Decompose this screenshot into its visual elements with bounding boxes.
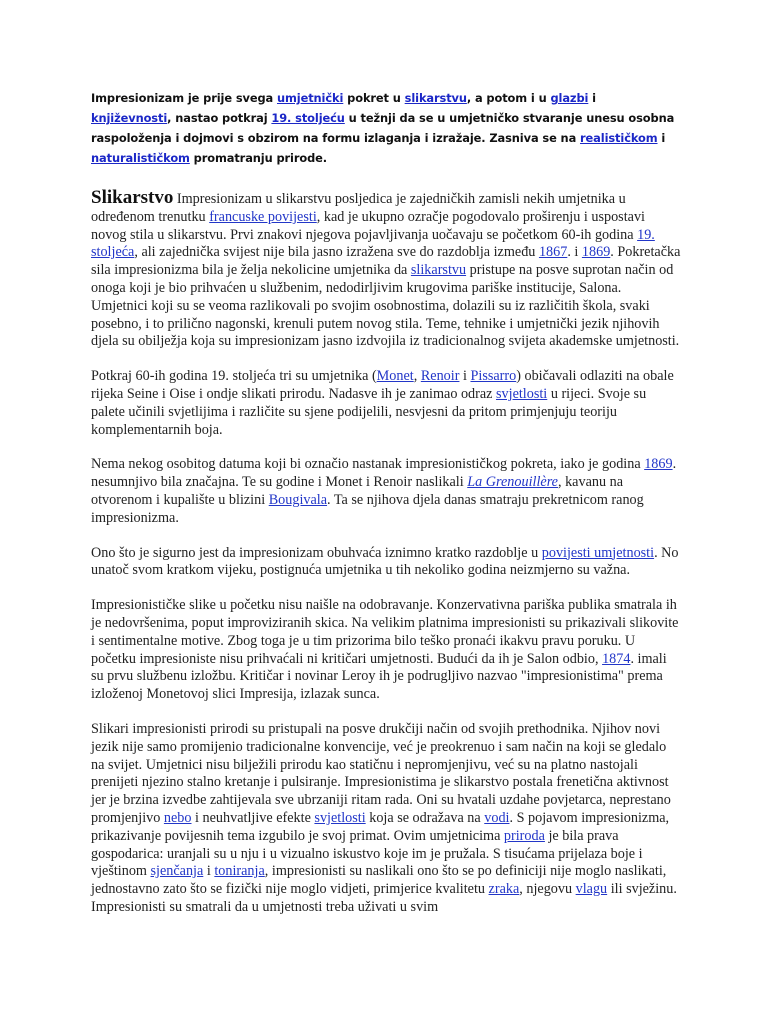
link-1874[interactable]: 1874: [602, 650, 631, 667]
paragraph-odobravanje: [91, 597, 681, 704]
paragraph-text: Nema nekog osobitog datuma koji bi označio nastanak impresionističkog pokreta, iako je godina: [91, 456, 645, 473]
link-monet[interactable]: Monet: [376, 368, 414, 385]
paragraph-kratko-razdoblje: [91, 545, 681, 581]
paragraph-text: , kavanu na otvorenom i kupalište u blizini: [91, 474, 623, 508]
link-svjetlosti[interactable]: svjetlosti: [496, 385, 548, 402]
link-19-stoljeca[interactable]: 19. stoljeća: [91, 226, 655, 261]
intro-text: promatranju prirode.: [189, 151, 327, 165]
link-1867[interactable]: 1867: [538, 244, 568, 261]
link-1869[interactable]: 1869: [644, 456, 673, 473]
paragraph-text: Impresionizam u slikarstvu posljedica je zajedničkih zamisli nekih umjetnika u određenom trenutku: [91, 191, 626, 225]
paragraph-priroda: [91, 721, 681, 917]
intro-text: i: [657, 131, 666, 145]
paragraph-text: ,: [413, 368, 421, 385]
link-povijesti-umjetnosti[interactable]: povijesti umjetnosti: [541, 544, 655, 561]
link-slikarstvu[interactable]: slikarstvu: [404, 91, 467, 105]
paragraph-text: i: [203, 863, 215, 880]
article-body: [91, 189, 681, 934]
paragraph-text: Slikari impresionisti prirodi su pristupali na posve drukčiji način od svojih prethodnika. Njihov novi jezik nije samo promijenio tradicionalne konvencije, već je preokrenuo i sam način na koji se gledalo na svijet. Umjetnici nisu bilježili prirodu kao statičnu i nepromjenjivu, već su na platno nastojali prenijeti njezino stalno kretanje i pulsiranje. Impresionistima je slikarstvo postala frenetična aktivnost jer je brzina izvedbe zahtijevala sve ubrzaniji ritam rada. Oni su hvatali uzdahe povjetarca, neprestano promjenjivo: [91, 720, 671, 826]
link-slikarstvu[interactable]: slikarstvu: [410, 262, 467, 279]
section-heading: Slikarstvo: [91, 187, 174, 208]
paragraph-monet-renoir-pissarro: [91, 368, 681, 439]
link-priroda[interactable]: priroda: [503, 827, 545, 844]
link-knjizevnosti[interactable]: književnosti: [91, 111, 168, 125]
link-nebo[interactable]: nebo: [163, 809, 192, 826]
link-umjetnicki[interactable]: umjetnički: [276, 91, 344, 105]
paragraph-text: . No unatoč svom kratkom vijeku, postignuća umjetnika u tih nekoliko godina neizmjerno su važna.: [91, 544, 679, 579]
link-zraka[interactable]: zraka: [488, 881, 520, 898]
paragraph-text: . Ta se njihova djela danas smatraju prekretnicom ranog impresionizma.: [91, 491, 644, 526]
paragraph-text: ili svježinu. Impresionisti su smatrali da u umjetnosti treba uživati u svim: [91, 881, 677, 915]
link-vlagu[interactable]: vlagu: [575, 881, 608, 898]
intro-text: i: [588, 91, 596, 105]
link-bougivala[interactable]: Bougivala: [268, 491, 328, 508]
link-realistickom[interactable]: realističkom: [580, 131, 658, 145]
paragraph-text: . i: [567, 244, 582, 261]
paragraph-text: je bila prava gospodarica: uranjali su u nju i u vizualno iskustvo koje im je pružala. S tisućama prijelaza boje i vještinom: [91, 827, 643, 880]
link-la-grenouillere[interactable]: La Grenouillère: [467, 474, 558, 491]
paragraph-text: Potkraj 60-ih godina 19. stoljeća tri su umjetnika (: [91, 368, 377, 385]
paragraph-1869: [91, 456, 681, 527]
paragraph-text: , njegovu: [519, 881, 576, 898]
link-1869[interactable]: 1869: [581, 244, 611, 261]
paragraph-text: ) običavali odlaziti na obale rijeka Seine i Oise i ondje slikati prirodu. Nadasve ih je zanimao odraz: [91, 368, 674, 402]
link-toniranja[interactable]: toniranja: [214, 863, 265, 880]
intro-text: u težnji da se u umjetničko stvaranje unesu osobna raspoloženja i dojmovi s obzirom na formu izlaganja i izražaje. Zasniva se na: [91, 111, 675, 145]
paragraph-text: Ono što je sigurno jest da impresionizam obuhvaća iznimno kratko razdoblje u: [91, 544, 542, 561]
paragraph-text: , ali zajednička svijest nije bila jasno izražena sve do razdoblja između: [134, 244, 539, 261]
paragraph-text: i: [459, 368, 471, 385]
link-naturalistickom[interactable]: naturalističkom: [91, 151, 190, 165]
paragraph-text: i neuhvatljive efekte: [191, 809, 315, 826]
intro-text: , a potom i u: [466, 91, 551, 105]
link-francuske-povijesti[interactable]: francuske povijesti: [209, 208, 317, 225]
paragraph-slikarstvo: [91, 189, 681, 351]
paragraph-text: . Pokretačka sila impresionizma bila je želja nekolicine umjetnika da: [91, 244, 681, 279]
paragraph-text: , impresionisti su naslikali ono što se po definiciji nije moglo naslikati, jednostavno zato što se fizički nije moglo vidjeti, primjerice kvalitetu: [91, 863, 667, 898]
intro-text: Impresionizam je prije svega: [91, 91, 277, 105]
paragraph-text: u rijeci. Svoje su palete učinili svjetlijima i različite su sjene podijelili, nesvjesni da pritom primjenjuju teoriju komplementarnih boja.: [91, 385, 647, 438]
paragraph-text: pristupe na posve suprotan način od onoga koji je bio prihvaćen u službenim, nedodirljivim krugovima pariške institucije, Salona. Umjetnici koji su se veoma razlikovali po svojim osobnostima, dolazili su iz različitih škola, svaki posebno, i to prilično nagonski, krenuli putem novog stila. Teme, tehnike i umjetnički jezik njihovih djela su obilježja koja su impresionizam jasno izdvojila iz tradicionalnog svijeta akademske umjetnosti.: [91, 262, 680, 350]
link-vodi[interactable]: vodi: [484, 809, 510, 826]
paragraph-text: Impresionističke slike u početku nisu naišle na odobravanje. Konzervativna pariška publika smatrala ih je nedovršenima, poput improviziranih skica. Na velikim platnima impresionisti su prikazivali slikovite i sentimentalne motive. Zbog toga je u tim prizorima bilo teško pronaći ikakvu pravu poruku. U početku impresioniste nisu prihvaćali ni kritičari umjetnosti. Budući da ih je Salon odbio,: [91, 597, 679, 667]
link-svjetlosti[interactable]: svjetlosti: [314, 809, 366, 826]
paragraph-text: . nesumnjivo bila značajna. Te su godine i Monet i Renoir naslikali: [91, 456, 677, 491]
link-renoir[interactable]: Renoir: [420, 368, 460, 385]
paragraph-text: . S pojavom impresionizma, prikazivanje povijesnih tema izgubilo je svoj primat. Ovim umjetnicima: [91, 809, 670, 844]
link-sjencanja[interactable]: sjenčanja: [150, 863, 204, 880]
paragraph-text: . imali su prvu službenu izložbu. Kritičar i novinar Leroy ih je podrugljivo nazvao "impresionistima" prema izloženoj Monetovoj slici Impresija, izlazak sunca.: [91, 650, 667, 703]
paragraph-text: koja se odražava na: [365, 809, 485, 826]
link-19-stoljecu[interactable]: 19. stoljeću: [271, 111, 345, 125]
intro-paragraph: [91, 88, 677, 168]
intro-text: , nastao potkraj: [167, 111, 272, 125]
paragraph-text: , kad je ukupno ozračje pogodovalo proširenju i uspostavi novog stila u slikarstvu. Prvi znakovi njegova pojavljivanja uočavaju se početkom 60-ih godina: [91, 208, 645, 243]
intro-text: pokret u: [343, 91, 405, 105]
link-pissarro[interactable]: Pissarro: [470, 368, 517, 385]
link-glazbi[interactable]: glazbi: [550, 91, 589, 105]
